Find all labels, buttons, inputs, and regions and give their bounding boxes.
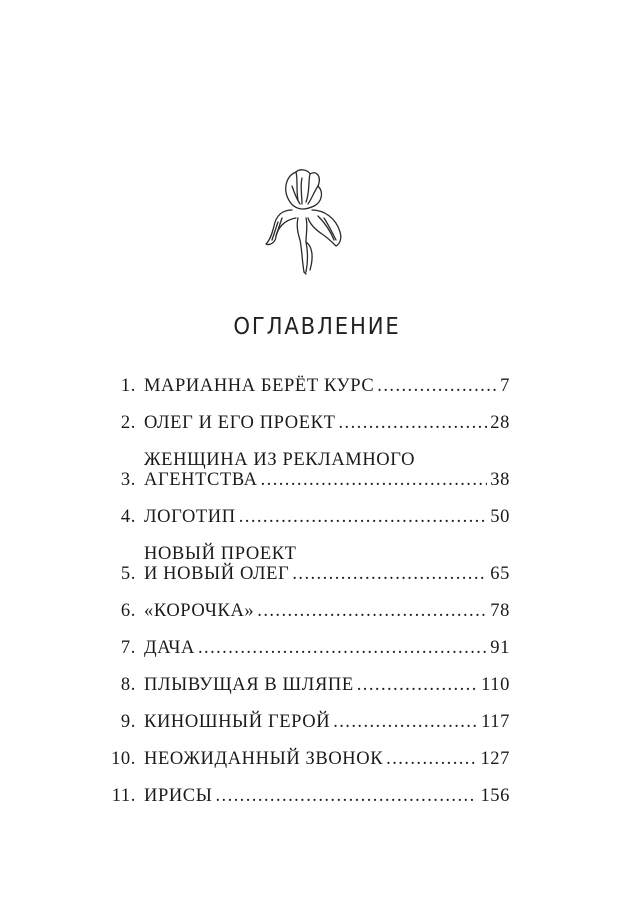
chapter-body <box>144 544 510 584</box>
toc-entry[interactable] <box>104 544 510 584</box>
chapter-title: ОЛЕГ И ЕГО ПРОЕКТ <box>144 413 336 433</box>
chapter-body <box>144 749 510 769</box>
dot-leader <box>198 638 487 658</box>
toc-entry[interactable] <box>104 450 510 490</box>
chapter-body <box>144 376 510 396</box>
chapter-title-line: НОВЫЙ ПРОЕКТ <box>144 544 297 564</box>
page-number: 50 <box>490 507 510 527</box>
chapter-number: 11. <box>111 786 136 806</box>
page-number: 91 <box>490 638 510 658</box>
toc-entry[interactable] <box>104 601 510 621</box>
toc-entry[interactable] <box>104 507 510 527</box>
dot-leader <box>257 601 487 621</box>
chapter-title-last-line <box>144 786 510 806</box>
toc-title: ОГЛАВЛЕНИЕ <box>233 314 401 340</box>
chapter-title-last-line <box>144 712 510 732</box>
chapter-title-last-line <box>144 601 510 621</box>
page-number: 65 <box>490 564 510 584</box>
chapter-title: ДАЧА <box>144 638 195 658</box>
chapter-body <box>144 786 510 806</box>
chapter-number: 6. <box>120 601 136 621</box>
chapter-title-last-line <box>144 564 510 584</box>
dot-leader <box>386 749 477 769</box>
chapter-title: КИНОШНЫЙ ГЕРОЙ <box>144 712 331 732</box>
toc-entry[interactable] <box>104 413 510 433</box>
chapter-title-last-line <box>144 675 510 695</box>
chapter-title-last-line <box>144 413 510 433</box>
page-number: 117 <box>481 712 510 732</box>
chapter-title: НЕОЖИДАННЫЙ ЗВОНОК <box>144 749 384 769</box>
toc-entry[interactable] <box>104 712 510 732</box>
dot-leader <box>357 675 478 695</box>
chapter-body <box>144 712 510 732</box>
chapter-title: «КОРОЧКА» <box>144 601 255 621</box>
chapter-number: 1. <box>120 376 136 396</box>
chapter-number: 2. <box>120 413 136 433</box>
chapter-number: 8. <box>120 675 136 695</box>
chapter-title: МАРИАННА БЕРЁТ КУРС <box>144 376 375 396</box>
dot-leader <box>261 470 488 490</box>
chapter-number: 5. <box>120 564 136 584</box>
toc-entry[interactable] <box>104 675 510 695</box>
chapter-body <box>144 675 510 695</box>
page-number: 156 <box>480 786 510 806</box>
chapter-title-last-line <box>144 749 510 769</box>
chapter-number: 10. <box>111 749 136 769</box>
chapter-number: 3. <box>120 470 136 490</box>
chapter-number: 4. <box>120 507 136 527</box>
chapter-number: 7. <box>120 638 136 658</box>
chapter-body <box>144 413 510 433</box>
page-number: 7 <box>500 376 510 396</box>
table-of-contents <box>104 376 510 823</box>
chapter-title-last-line <box>144 470 510 490</box>
iris-flower-icon <box>252 160 352 280</box>
page-number: 28 <box>490 413 510 433</box>
chapter-title: И НОВЫЙ ОЛЕГ <box>144 564 290 584</box>
chapter-body <box>144 601 510 621</box>
chapter-body <box>144 507 510 527</box>
chapter-title: АГЕНТСТВА <box>144 470 258 490</box>
toc-entry[interactable] <box>104 786 510 806</box>
chapter-title-last-line <box>144 638 510 658</box>
dot-leader <box>239 507 488 527</box>
chapter-title-last-line <box>144 376 510 396</box>
chapter-body <box>144 450 510 490</box>
toc-entry[interactable] <box>104 638 510 658</box>
dot-leader <box>215 786 477 806</box>
chapter-number: 9. <box>120 712 136 732</box>
dot-leader <box>333 712 478 732</box>
toc-entry[interactable] <box>104 749 510 769</box>
chapter-title: ПЛЫВУЩАЯ В ШЛЯПЕ <box>144 675 354 695</box>
chapter-title: ИРИСЫ <box>144 786 213 806</box>
page-number: 78 <box>490 601 510 621</box>
toc-entry[interactable] <box>104 376 510 396</box>
dot-leader <box>339 413 488 433</box>
dot-leader <box>292 564 487 584</box>
chapter-body <box>144 638 510 658</box>
page-number: 38 <box>490 470 510 490</box>
page-number: 110 <box>481 675 510 695</box>
chapter-title: ЛОГОТИП <box>144 507 236 527</box>
page-number: 127 <box>480 749 510 769</box>
chapter-title-last-line <box>144 507 510 527</box>
dot-leader <box>377 376 497 396</box>
chapter-title-line: ЖЕНЩИНА ИЗ РЕКЛАМНОГО <box>144 450 416 470</box>
